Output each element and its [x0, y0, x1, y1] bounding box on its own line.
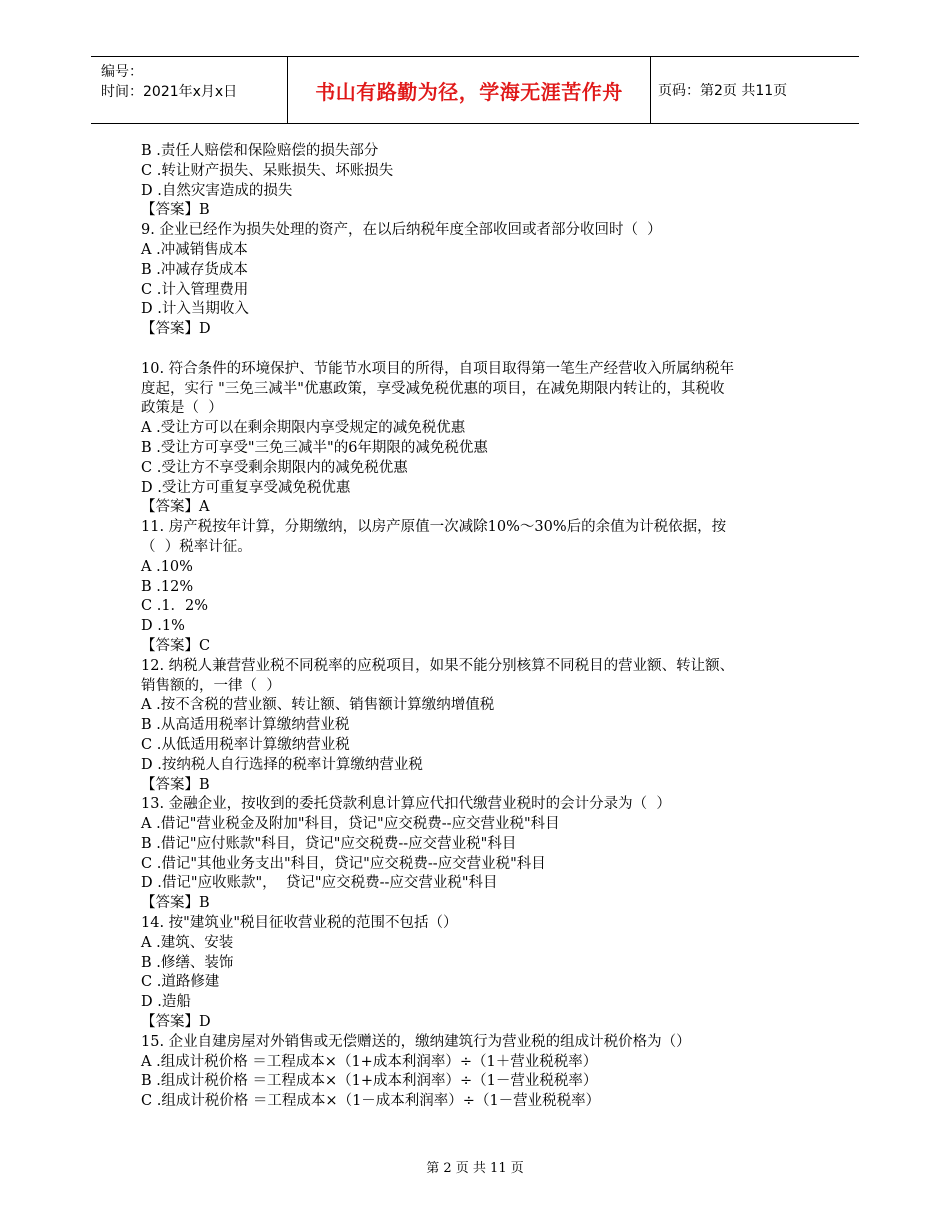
text-line: 9. 企业已经作为损失处理的资产，在以后纳税年度全部收回或者部分收回时（ ） — [141, 222, 662, 239]
text-line — [141, 340, 821, 360]
text-line: A .组成计税价格 ＝工程成本×（1+成本利润率）÷（1＋营业税税率） — [141, 1053, 598, 1070]
text-line: 政策是（ ） — [141, 400, 223, 417]
text-line: D .受让方可重复享受减免税优惠 — [141, 479, 351, 496]
text-line: 12. 纳税人兼营营业税不同税率的应税项目，如果不能分别核算不同税目的营业额、转让额、 — [141, 657, 735, 674]
text-line: B .组成计税价格 ＝工程成本×（1+成本利润率）÷（1－营业税税率） — [141, 1073, 598, 1090]
text-line: 【答案】B — [141, 776, 210, 793]
text-line: A .借记"营业税金及附加"科目，贷记"应交税费--应交营业税"科目 — [141, 816, 560, 833]
text-line: B .从高适用税率计算缴纳营业税 — [141, 717, 350, 734]
text-line: A .冲减销售成本 — [141, 241, 248, 258]
text-line: 【答案】B — [141, 895, 210, 912]
text-line: B .责任人赔偿和保险赔偿的损失部分 — [141, 143, 379, 159]
text-line: B .借记"应付账款"科目，贷记"应交税费--应交营业税"科目 — [141, 835, 517, 852]
text-line: A .受让方可以在剩余期限内享受规定的减免税优惠 — [141, 420, 466, 437]
text-line: 11. 房产税按年计算，分期缴纳，以房产原值一次减除10%～30%后的余值为计税依据，按 — [141, 519, 727, 536]
text-line: D .借记"应收账款"， 贷记"应交税费--应交营业税"科目 — [141, 875, 498, 892]
text-line: 【答案】D — [141, 321, 211, 338]
text-line: C .计入管理费用 — [141, 281, 249, 298]
text-line: A .10% — [141, 558, 193, 575]
text-line: 【答案】A — [141, 499, 210, 516]
header-motto-cell — [287, 57, 651, 123]
text-line: 【答案】B — [141, 202, 210, 219]
text-line: A .按不含税的营业额、转让额、销售额计算缴纳增值税 — [141, 697, 495, 714]
text-line: B .12% — [141, 578, 194, 595]
text-line: A .建筑、安装 — [141, 934, 234, 951]
text-line: C .道路修建 — [141, 974, 220, 991]
document-body — [141, 142, 821, 1112]
text-line: C .转让财产损失、呆账损失、坏账损失 — [141, 162, 394, 179]
text-line: （ ）税率计征。 — [141, 538, 252, 555]
text-line: D .1% — [141, 618, 185, 635]
text-line: C .借记"其他业务支出"科目，贷记"应交税费--应交营业税"科目 — [141, 855, 546, 872]
text-line: C .1．2% — [141, 598, 209, 615]
header-page-info: 页码：第2页 共11页 — [658, 83, 788, 99]
text-line: 13. 金融企业，按收到的委托贷款利息计算应代扣代缴营业税时的会计分录为（ ） — [141, 796, 671, 813]
text-line: D .自然灾害造成的损失 — [141, 182, 293, 199]
page-footer: 第 2 页 共 11 页 — [426, 1161, 524, 1176]
text-line: 【答案】D — [141, 1014, 211, 1031]
text-line: 度起，实行 "三免三减半"优惠政策，享受减免税优惠的项目，在减免期限内转让的，其税收 — [141, 380, 725, 397]
header-motto: 书山有路勤为径，学海无涯苦作舟 — [315, 79, 623, 104]
text-line: C .从低适用税率计算缴纳营业税 — [141, 736, 350, 753]
text-line: C .组成计税价格 ＝工程成本×（1－成本利润率）÷（1－营业税税率） — [141, 1093, 601, 1110]
page-header — [91, 56, 859, 124]
text-line: C .受让方不享受剩余期限内的减免税优惠 — [141, 459, 408, 476]
text-line: B .受让方可享受"三免三减半"的6年期限的减免税优惠 — [141, 439, 488, 456]
time-label: 时间：2021年x月x日 — [101, 84, 238, 100]
text-line: D .按纳税人自行选择的税率计算缴纳营业税 — [141, 756, 423, 773]
text-line: B .冲减存货成本 — [141, 261, 248, 278]
number-label: 编号： — [101, 64, 143, 80]
text-line: 14. 按"建筑业"税目征收营业税的范围不包括（） — [141, 915, 458, 932]
text-line: D .造船 — [141, 994, 191, 1011]
text-line: 10. 符合条件的环境保护、节能节水项目的所得，自项目取得第一笔生产经营收入所属纳税年 — [141, 360, 735, 377]
text-line: 销售额的，一律（ ） — [141, 677, 281, 694]
header-meta — [91, 57, 287, 123]
text-line: 15. 企业自建房屋对外销售或无偿赠送的，缴纳建筑行为营业税的组成计税价格为（） — [141, 1033, 691, 1050]
text-line: D .计入当期收入 — [141, 301, 249, 318]
text-line: B .修缮、装饰 — [141, 954, 234, 971]
text-line: 【答案】C — [141, 637, 211, 654]
